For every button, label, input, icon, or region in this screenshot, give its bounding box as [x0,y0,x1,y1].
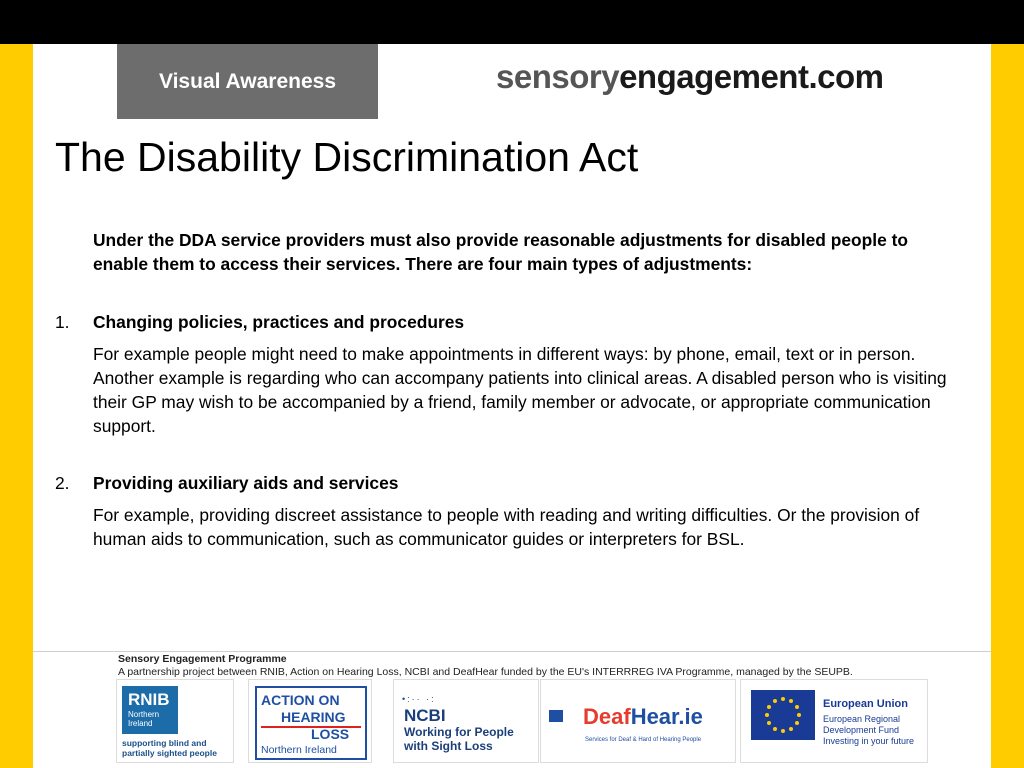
rnib-logo [116,679,234,763]
eu-star-icon [773,727,777,731]
slide-content [55,228,955,551]
action-on-hearing-loss-logo [248,679,372,763]
ncbi-logo [393,679,539,763]
eu-star-icon [781,729,785,733]
rnib-name: RNIB [128,690,170,709]
eu-star-icon [795,721,799,725]
slide-title: The Disability Discrimination Act [55,134,639,180]
item-heading: Changing policies, practices and procedures [93,312,465,332]
eu-star-icon [773,699,777,703]
eu-fund [823,714,927,747]
deafhear-name-b: Hear.ie [630,704,703,729]
rnib-tagline: supporting blind and partially sighted people [122,738,217,758]
adjustment-item-2 [55,471,955,551]
rnib-region: Northern Ireland [128,710,160,728]
section-badge: Visual Awareness [117,44,378,119]
eu-star-icon [795,705,799,709]
logo-part-1: sensory [496,58,620,95]
eu-fund-text: European Regional Development Fund [823,714,901,735]
eu-flag-icon [751,690,815,740]
adjustment-item-1 [55,310,955,438]
item-body: For example people might need to make appointments in different ways: by phone, email, text or in person. Another example is regarding who can accompany patients into clinical areas. A disabled person who is visiting their GP may wish to be accompanied by a friend, family member or advocate, or appropriate communication support. [93,344,947,436]
eu-star-icon [765,713,769,717]
deafhear-logo [540,679,736,763]
eu-tagline: Investing in your future [823,736,915,746]
programme-credit [118,653,928,679]
eu-star-icon [789,699,793,703]
top-bar [0,0,1024,44]
item-body: For example, providing discreet assistance to people with reading and writing difficulties. Or the provision of human aids to communication, such as communicator guides or interpreters for BSL. [93,505,920,549]
eu-star-icon [781,697,785,701]
intro-paragraph: Under the DDA service providers must also provide reasonable adjustments for disabled people to enable them to access their services. There are four main types of adjustments: [93,230,908,274]
eu-star-icon [767,705,771,709]
site-logo [496,58,883,96]
ahl-line-3: LOSS [311,726,350,742]
eu-star-icon [797,713,801,717]
item-number: 2. [55,473,70,493]
braille-dots-icon: •:·· ·: [402,694,436,704]
deafhear-name-a: Deaf [583,704,631,729]
eu-star-icon [789,727,793,731]
ncbi-tagline: Working for People with Sight Loss [404,725,514,753]
eu-erdf-logo [740,679,928,763]
ahl-frame [255,686,367,760]
rnib-mark [122,686,178,734]
eu-name: European Union [823,698,908,710]
eu-star-icon [767,721,771,725]
ahl-line-1: ACTION ON [261,692,340,708]
ahl-line-2: HEARING [281,709,346,725]
right-yellow-border [991,44,1024,768]
logo-part-2: engagement.com [619,58,884,95]
ahl-region: Northern Ireland [261,744,337,756]
item-number: 1. [55,312,70,332]
ncbi-name: NCBI [404,706,446,725]
deafhear-tagline: Services for Deaf & Hard of Hearing People [585,737,702,743]
left-yellow-border [0,44,33,768]
programme-title: Sensory Engagement Programme [118,653,287,665]
footer-divider [33,651,991,652]
programme-description: A partnership project between RNIB, Action on Hearing Loss, NCBI and DeafHear funded by the EU's INTERRREG IVA Programme, managed by the SEUPB. [118,666,853,678]
item-heading: Providing auxiliary aids and services [93,473,399,493]
deafhear-name [583,704,703,730]
deafhear-emblem-icon [549,710,563,722]
